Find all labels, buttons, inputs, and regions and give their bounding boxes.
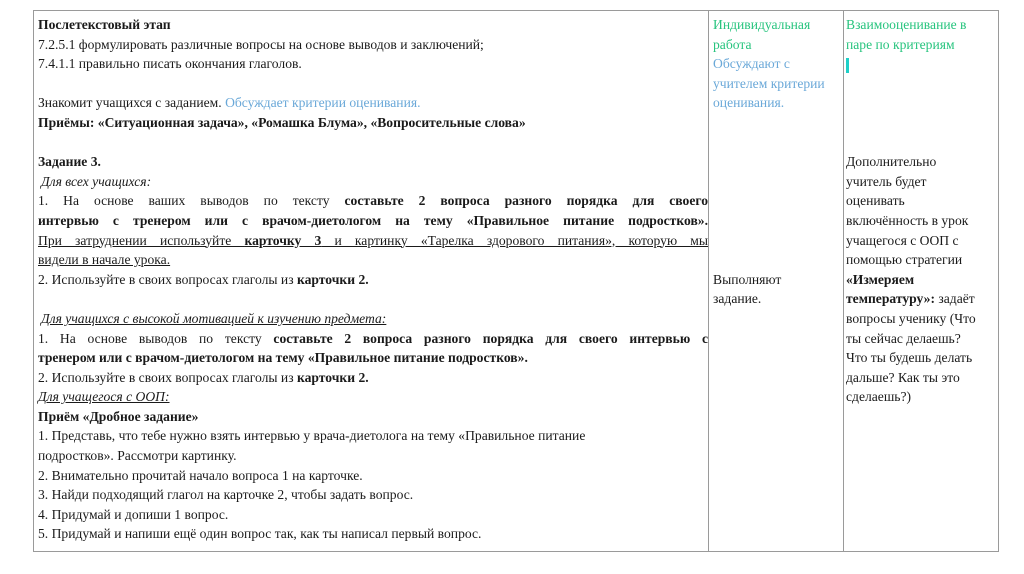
spacer [38, 74, 708, 94]
cursor-mark [846, 58, 849, 73]
assessment-text: учитель будет [846, 173, 927, 189]
spacer [846, 74, 994, 152]
teacher-activity-cell [38, 15, 708, 544]
column-divider-2 [843, 11, 844, 551]
techniques-line: Приёмы: «Ситуационная задача», «Ромашка Блума», «Вопросительные слова» [38, 114, 526, 130]
task-line: 2. Используйте в своих вопросах глаголы из карточки 2. [38, 369, 369, 385]
assessment-form: паре по критериям [846, 36, 955, 52]
student-activity-cell [713, 15, 843, 309]
learning-goal: 7.2.5.1 формулировать различные вопросы на основе выводов и заключений; [38, 36, 484, 52]
task-line: 2. Внимательно прочитай начало вопроса 1 на карточке. [38, 467, 363, 483]
criteria-note: учителем критерии [713, 75, 825, 91]
strategy-name: «Измеряем [846, 271, 915, 287]
assessment-text: Что ты будешь делать [846, 350, 973, 366]
work-form: Индивидуальная [713, 17, 811, 32]
assessment-form: Взаимооценивание в [846, 17, 967, 32]
task-line: 5. Придумай и напиши ещё один вопрос так, как ты написал первый вопрос. [38, 526, 482, 542]
spacer [713, 113, 843, 270]
stage-title: Послетекстовый этап [38, 17, 171, 32]
task-line: 1. Представь, что тебе нужно взять интервью у врача-диетолога на тему «Правильное питание [38, 428, 586, 444]
strategy-line: температуру»: задаёт [846, 291, 975, 307]
assessment-text: учащегося с ООП с [846, 232, 959, 248]
learning-goal: 7.4.1.1 правильно писать окончания глаголов. [38, 56, 302, 72]
assessment-cell [846, 15, 994, 407]
assessment-text: помощью стратегии [846, 252, 963, 268]
task-line: 3. Найди подходящий глагол на карточке 2, чтобы задать вопрос. [38, 487, 414, 503]
group-heading-high: Для учащихся с высокой мотивацией к изучению предмета: [41, 310, 387, 326]
criteria-note: оценивания. [713, 95, 785, 111]
assessment-text: дальше? Как ты это [846, 369, 960, 385]
assessment-text: сделаешь?) [846, 389, 912, 405]
lesson-plan-table [33, 10, 999, 552]
task-line: тренером или с врачом-диетологом на тему «Правильное питание подростков». [38, 350, 528, 366]
group-heading-oop: Для учащегося с ООП: [38, 389, 170, 405]
assessment-text: включённость в урок [846, 212, 969, 228]
task-line: подростков». Рассмотри картинку. [38, 448, 237, 464]
task-line: интервью с тренером или с врачом-диетологом на тему «Правильное питание подростков». [38, 212, 708, 228]
task-line: 1. На основе выводов по тексту составьте 2 вопроса разного порядка для своего интервью с [38, 330, 708, 346]
intro-line: Знакомит учащихся с заданием. Обсуждает критерии оценивания. [38, 95, 421, 111]
task-line: При затруднении используйте карточку 3 и картинку «Тарелка здорового питания», которую мы [38, 232, 708, 248]
table-left-border [33, 11, 34, 551]
work-form: работа [713, 36, 752, 52]
assessment-text: Дополнительно [846, 154, 937, 170]
fraction-technique: Приём «Дробное задание» [38, 408, 199, 424]
assessment-text: ты сейчас делаешь? [846, 330, 961, 346]
student-action: задание. [713, 291, 762, 307]
task-line: 4. Придумай и допиши 1 вопрос. [38, 506, 229, 522]
criteria-note: Обсуждают с [713, 56, 790, 72]
spacer [38, 133, 708, 153]
table-right-border [998, 11, 999, 551]
assessment-text: вопросы ученику (Что [846, 310, 976, 326]
spacer [38, 289, 708, 309]
text-cursor [846, 54, 994, 74]
group-heading-all: Для всех учащихся: [41, 173, 152, 189]
assessment-text: оценивать [846, 193, 905, 209]
task-line: 2. Используйте в своих вопросах глаголы из карточки 2. [38, 271, 369, 287]
task-line: видели в начале урока. [38, 252, 171, 268]
column-divider-1 [708, 11, 709, 551]
task-title: Задание 3. [38, 154, 101, 170]
task-line: 1. На основе ваших выводов по тексту составьте 2 вопроса разного порядка для своего [38, 193, 709, 209]
student-action: Выполняют [713, 271, 782, 287]
